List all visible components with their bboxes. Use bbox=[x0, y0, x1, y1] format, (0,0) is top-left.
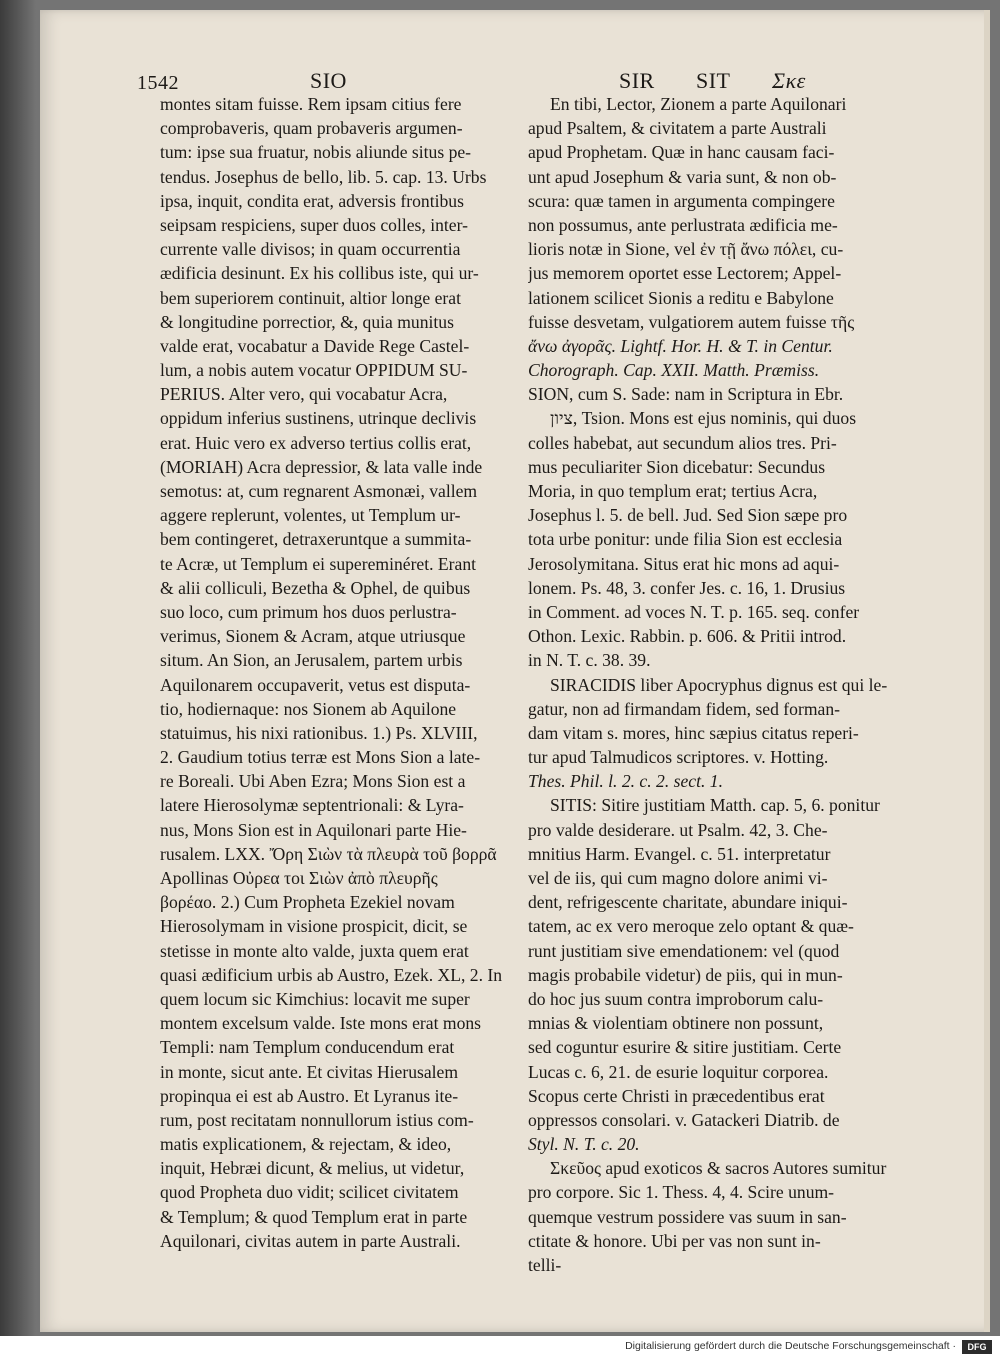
text-line: verimus, Sionem & Acram, atque utriusque bbox=[160, 626, 466, 647]
text-line: montem excelsum valde. Iste mons erat mons bbox=[160, 1013, 482, 1034]
right-catchword-sit: SIT bbox=[696, 68, 731, 93]
text-line: bem superiorem continuit, altior longe erat bbox=[160, 287, 461, 308]
text-line: quemque vestrum possidere vas suum in san- bbox=[528, 1206, 847, 1227]
text-line: SION, cum S. Sade: nam in Scriptura in Ebr. bbox=[528, 384, 844, 405]
text-line: scura: quæ tamen in argumenta compingere bbox=[528, 190, 835, 211]
text-line: non possumus, ante perlustrata ædificia me- bbox=[528, 214, 838, 235]
left-catchword: SIO bbox=[310, 68, 347, 93]
text-line: mnias & violentiam obtinere non possunt, bbox=[528, 1013, 824, 1034]
text-line: valde erat, vocabatur a Davide Rege Castel- bbox=[160, 335, 470, 356]
text-line: & Templum; & quod Templum erat in parte bbox=[160, 1206, 468, 1227]
text-line: Othon. Lexic. Rabbin. p. 606. & Pritii introd. bbox=[528, 626, 847, 647]
page-number: 1542 bbox=[137, 72, 179, 94]
text-line: suo loco, cum primum hos duos perlustra- bbox=[160, 601, 457, 622]
text-line: mnitius Harm. Evangel. c. 51. interpretatur bbox=[528, 843, 831, 864]
left-text-column bbox=[160, 92, 538, 1253]
text-line: Josephus l. 5. de bell. Jud. Sed Sion sæpe pro bbox=[528, 505, 848, 526]
text-line: Jerosolymitana. Situs erat hic mons ad aqui- bbox=[528, 553, 840, 574]
text-line: ἄνω ἀγορᾶς. Lightf. Hor. H. & T. in Centur. bbox=[528, 335, 833, 356]
text-line: in N. T. c. 38. 39. bbox=[528, 650, 651, 671]
text-line: rum, post recitatam nonnullorum istius com- bbox=[160, 1109, 474, 1130]
text-line: unt apud Josephum & varia sunt, & non ob- bbox=[528, 166, 837, 187]
text-line: Templi: nam Templum conducendum erat bbox=[160, 1037, 455, 1058]
text-line: ipsa, inquit, condita erat, adversis frontibus bbox=[160, 190, 464, 211]
text-line: situm. An Sion, an Jerusalem, partem urbis bbox=[160, 650, 463, 671]
text-line: En tibi, Lector, Zionem a parte Aquilonari bbox=[550, 94, 847, 114]
text-line: jus memorem oportet esse Lectorem; Appel- bbox=[528, 263, 842, 284]
text-line: oppressos consolari. v. Gatackeri Diatrib. de bbox=[528, 1109, 840, 1130]
text-line: statuimus, his nixi rationibus. 1.) Ps. XLVIII, bbox=[160, 722, 478, 743]
text-line: ctitate & honore. Ubi per vas non sunt in- bbox=[528, 1230, 821, 1251]
text-line: propinqua ei est ab Austro. Et Lyranus ite- bbox=[160, 1085, 459, 1106]
text-line: fuisse desvetam, vulgatiorem autem fuisse τῆς bbox=[528, 311, 855, 332]
text-line: quem locum sic Kimchius: locavit me super bbox=[160, 988, 470, 1009]
text-line: in Comment. ad voces N. T. p. 165. seq. confer bbox=[528, 601, 860, 622]
text-line: lioris notæ in Sione, vel ἐν τῇ ἄνω πόλει, cu- bbox=[528, 239, 844, 260]
text-line: Lucas c. 6, 21. de esurie loquitur corporea. bbox=[528, 1061, 829, 1082]
text-line: te Acræ, ut Templum ei supereminéret. Erant bbox=[160, 553, 477, 574]
text-line: PERIUS. Alter vero, qui vocabatur Acra, bbox=[160, 384, 448, 405]
text-line: tur apud Talmudicos scriptores. v. Hotting. bbox=[528, 747, 829, 768]
text-line: tendus. Josephus de bello, lib. 5. cap. 13. Urbs bbox=[160, 166, 487, 187]
text-line: apud Psaltem, & civitatem a parte Australi bbox=[528, 118, 827, 139]
text-line: bem contingeret, detraxeruntque a summita- bbox=[160, 529, 472, 550]
text-line: pro valde desiderare. ut Psalm. 42, 3. Che- bbox=[528, 819, 828, 840]
right-text-column bbox=[528, 92, 926, 1277]
text-line: latere Hierosolymæ septentrionali: & Lyra- bbox=[160, 795, 464, 816]
text-line: Styl. N. T. c. 20. bbox=[528, 1134, 640, 1155]
text-line: sed coguntur esurire & sitire justitiam. Certe bbox=[528, 1037, 842, 1058]
text-line: erat. Huic vero ex adverso tertius collis erat, bbox=[160, 432, 472, 453]
text-line: inquit, Hebræi dicunt, & melius, ut videtur, bbox=[160, 1158, 465, 1179]
text-line: runt justitiam sive emendationem: vel (quod bbox=[528, 940, 840, 961]
text-line: gatur, non ad firmandam fidem, sed forman- bbox=[528, 698, 840, 719]
text-line: tum: ipse sua fruatur, nobis aliunde situs pe- bbox=[160, 142, 472, 163]
text-line: & longitudine porrectior, &, quia munitus bbox=[160, 311, 454, 332]
text-line: quasi ædificium urbis ab Austro, Ezek. XL, 2. In bbox=[160, 964, 503, 985]
text-line: stetisse in monte alto valde, juxta quem erat bbox=[160, 940, 469, 961]
text-line: telli- bbox=[528, 1255, 562, 1275]
text-line: lationem scilicet Sionis a reditu e Babylone bbox=[528, 287, 834, 308]
text-line: pro corpore. Sic 1. Thess. 4, 4. Scire unum- bbox=[528, 1182, 835, 1203]
digitization-footer bbox=[0, 1336, 1000, 1358]
text-line: (MORIAH) Acra depressior, & lata valle inde bbox=[160, 456, 483, 477]
text-line: vel de iis, qui cum magno dolore animi vi- bbox=[528, 868, 828, 888]
text-line: quod Propheta duo vidit; scilicet civitatem bbox=[160, 1182, 459, 1203]
text-line: apud Prophetam. Quæ in hanc causam faci- bbox=[528, 142, 835, 163]
text-line: in monte, sicut ante. Et civitas Hierusalem bbox=[160, 1061, 459, 1082]
text-line: ædificia desinunt. Ex his collibus iste, qui ur- bbox=[160, 263, 479, 284]
text-line: Aquilonari, civitas autem in parte Australi. bbox=[160, 1230, 461, 1251]
text-line: oppidum inferius sustinens, utrinque declivis bbox=[160, 408, 477, 429]
page-edge bbox=[984, 10, 990, 1332]
text-line: Chorograph. Cap. XXII. Matth. Præmiss. bbox=[528, 360, 820, 381]
text-line: magis probabile videtur) de piis, qui in mun- bbox=[528, 964, 843, 985]
text-line: comprobaveris, quam probaveris argumen- bbox=[160, 118, 463, 139]
text-line: montes sitam fuisse. Rem ipsam citius fere bbox=[160, 94, 462, 114]
text-line: lonem. Ps. 48, 3. confer Jes. c. 16, 1. Drusius bbox=[528, 577, 846, 598]
text-line: re Boreali. Ubi Aben Ezra; Mons Sion est a bbox=[160, 771, 466, 792]
text-line: SIRACIDIS liber Apocryphus dignus est qui le- bbox=[550, 674, 888, 695]
text-line: Hierosolymam in visione prospicit, dicit, se bbox=[160, 916, 468, 937]
text-line: matis explicationem, & rejectam, & ideo, bbox=[160, 1134, 452, 1155]
text-line: tota urbe ponitur: unde filia Sion est ecclesia bbox=[528, 529, 843, 550]
text-line: 2. Gaudium totius terræ est Mons Sion a late- bbox=[160, 747, 481, 768]
text-line: nus, Mons Sion est in Aquilonari parte Hie- bbox=[160, 819, 467, 840]
text-line: Σκεῦος apud exoticos & sacros Autores sumitur bbox=[550, 1158, 887, 1179]
text-line: SITIS: Sitire justitiam Matth. cap. 5, 6. ponitur bbox=[550, 795, 880, 816]
text-line: dam vitam s. mores, hinc sæpius citatus reperi- bbox=[528, 722, 859, 743]
text-line: tio, hodiernaque: nos Sionem ab Aquilone bbox=[160, 698, 457, 719]
text-line: tatem, ac ex vero meroque zelo optant & quæ- bbox=[528, 916, 854, 937]
dfg-logo: DFG bbox=[962, 1340, 992, 1354]
text-line: Moria, in quo templum erat; tertius Acra, bbox=[528, 481, 818, 501]
text-line: lum, a nobis autem vocatur OPPIDUM SU- bbox=[160, 360, 468, 381]
text-line: Scopus certe Christi in præcedentibus erat bbox=[528, 1085, 825, 1106]
text-line: mus peculiariter Sion dicebatur: Secundus bbox=[528, 456, 826, 477]
text-line: & alii colliculi, Bezetha & Ophel, de quibus bbox=[160, 577, 471, 598]
text-line: Apollinas Οὐρεα τοι Σιὼν ἀπὸ πλευρῆς bbox=[160, 868, 438, 888]
footer-credit: Digitalisierung gefördert durch die Deutsche Forschungsgemeinschaft · bbox=[625, 1340, 956, 1352]
text-line: Thes. Phil. l. 2. c. 2. sect. 1. bbox=[528, 771, 723, 792]
text-line: colles habebat, aut secundum alios tres. Pri- bbox=[528, 432, 837, 453]
right-catchword-greek: Σκε bbox=[772, 68, 806, 93]
text-line: βορέαο. 2.) Cum Propheta Ezekiel novam bbox=[160, 892, 455, 913]
text-line: currente valle divisos; in quam occurrentia bbox=[160, 239, 461, 260]
text-line: do hoc jus suum contra improborum calu- bbox=[528, 988, 824, 1009]
text-line: ציון, Tsion. Mons est ejus nominis, qui duos bbox=[550, 408, 857, 429]
text-line: seipsam respiciens, super duos colles, inter- bbox=[160, 214, 468, 235]
text-line: Aquilonarem occupaverit, vetus est disputa- bbox=[160, 674, 471, 695]
text-line: aggere replerunt, volentes, ut Templum ur- bbox=[160, 505, 461, 526]
right-catchword-sir: SIR bbox=[619, 68, 655, 93]
text-line: dent, refrigescente charitate, abundare iniqui- bbox=[528, 892, 848, 913]
text-line: rusalem. LXX. Ὄρη Σιὼν τὰ πλευρὰ τοῦ βορρᾶ bbox=[160, 843, 497, 864]
text-line: semotus: at, cum regnarent Asmonæi, vallem bbox=[160, 481, 478, 501]
